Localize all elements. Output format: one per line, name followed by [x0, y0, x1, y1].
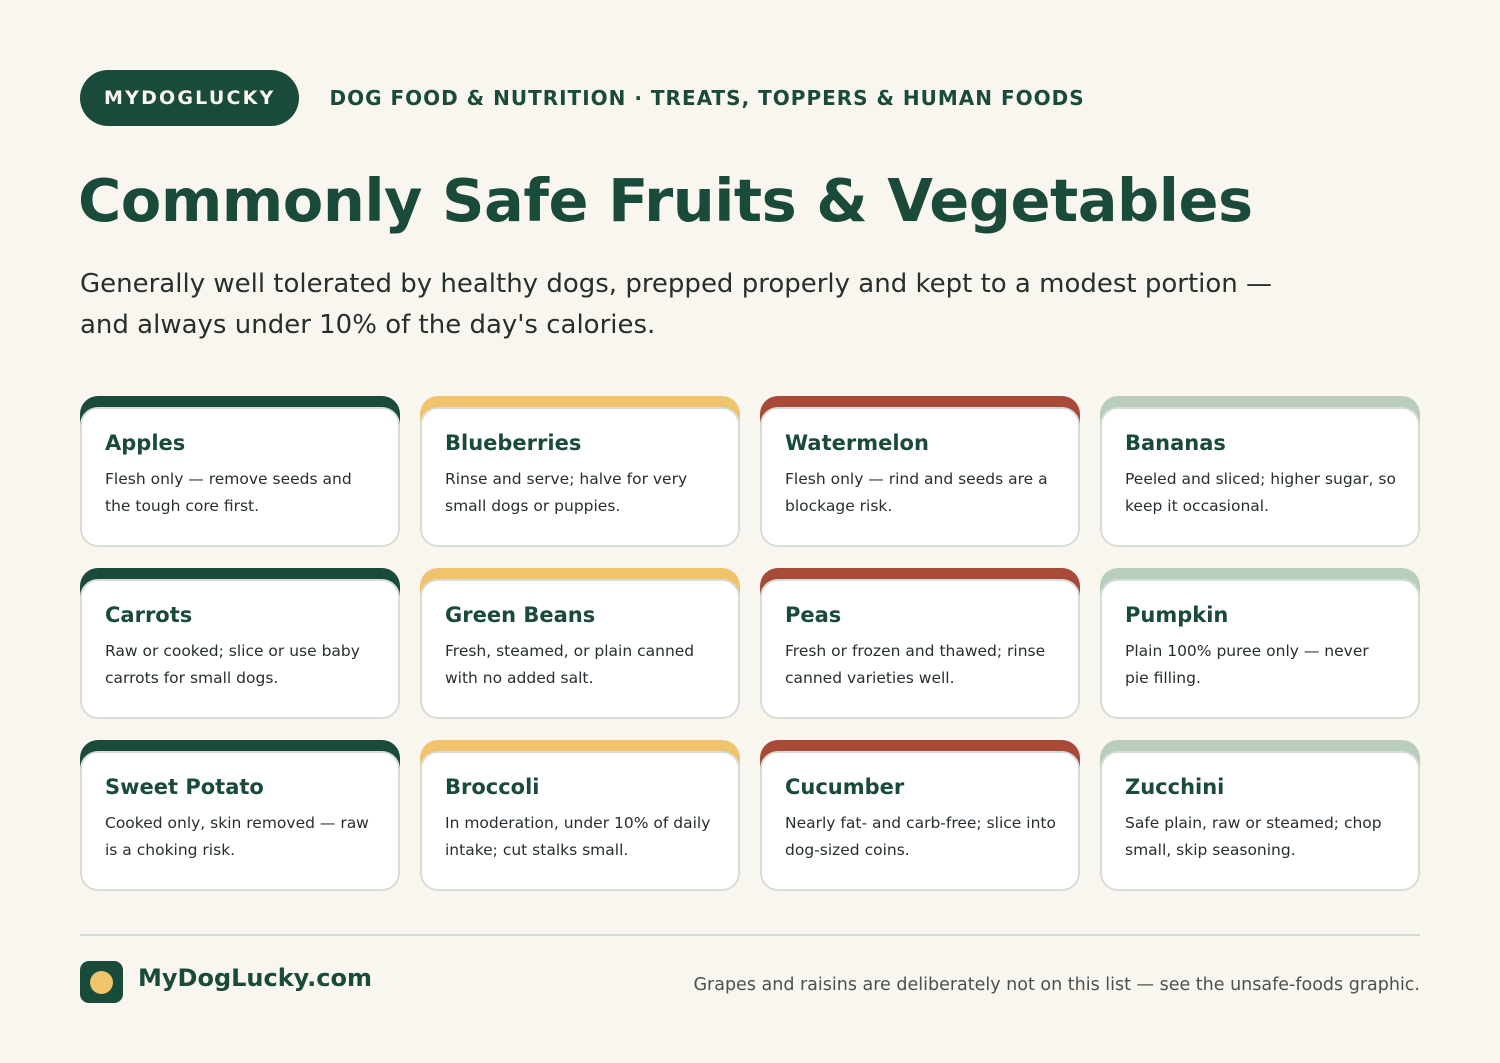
logo-icon[interactable]	[80, 961, 123, 1003]
brand-badge[interactable]: MYDOGLUCKY	[80, 70, 299, 126]
card-description: Raw or cooked; slice or use baby carrots for small dogs.	[105, 642, 360, 687]
breadcrumb[interactable]: DOG FOOD & NUTRITION · TREATS, TOPPERS & HUMAN FOODS	[329, 86, 1085, 110]
food-card	[420, 568, 740, 719]
food-card	[80, 396, 400, 547]
card-title: Peas	[785, 603, 842, 627]
card-title: Apples	[105, 431, 186, 455]
card-description: Flesh only — remove seeds and the tough core first.	[105, 470, 352, 515]
food-card	[760, 568, 1080, 719]
page-title: Commonly Safe Fruits & Vegetables	[78, 166, 1253, 235]
food-card	[760, 740, 1080, 891]
card-title: Bananas	[1125, 431, 1226, 455]
card-title: Watermelon	[785, 431, 929, 455]
food-card	[420, 396, 740, 547]
card-title: Broccoli	[445, 775, 540, 799]
food-card	[1100, 396, 1420, 547]
card-body	[1100, 751, 1420, 891]
card-body	[420, 407, 740, 547]
food-card	[760, 396, 1080, 547]
card-body	[80, 407, 400, 547]
food-card	[1100, 568, 1420, 719]
logo-dot	[90, 971, 113, 994]
card-description: Flesh only — rind and seeds are a blockage risk.	[785, 470, 1048, 515]
card-body	[420, 751, 740, 891]
card-description: Peeled and sliced; higher sugar, so keep it occasional.	[1125, 470, 1396, 515]
food-card	[80, 568, 400, 719]
card-title: Green Beans	[445, 603, 596, 627]
card-description: Plain 100% puree only — never pie filling.	[1125, 642, 1369, 687]
page-subtitle: Generally well tolerated by healthy dogs, prepped properly and kept to a modest portion — and always under 10% of the day's calories.	[80, 269, 1273, 340]
card-body	[420, 579, 740, 719]
card-description: Rinse and serve; halve for very small dogs or puppies.	[445, 470, 688, 515]
card-title: Sweet Potato	[105, 775, 264, 799]
card-description: Fresh, steamed, or plain canned with no added salt.	[445, 642, 695, 687]
card-title: Blueberries	[445, 431, 582, 455]
card-title: Cucumber	[785, 775, 905, 799]
card-description: Safe plain, raw or steamed; chop small, skip seasoning.	[1125, 814, 1382, 859]
card-body	[1100, 407, 1420, 547]
card-body	[80, 579, 400, 719]
header	[80, 70, 1085, 126]
card-body	[80, 751, 400, 891]
card-body	[760, 407, 1080, 547]
card-body	[760, 579, 1080, 719]
card-body	[1100, 579, 1420, 719]
food-card-grid	[80, 396, 1420, 891]
card-description: In moderation, under 10% of daily intake; cut stalks small.	[445, 814, 711, 859]
footer-note: Grapes and raisins are deliberately not on this list — see the unsafe-foods graphic.	[693, 975, 1420, 995]
card-title: Pumpkin	[1125, 603, 1229, 627]
footer-divider	[80, 934, 1420, 936]
card-title: Carrots	[105, 603, 193, 627]
card-description: Cooked only, skin removed — raw is a choking risk.	[105, 814, 369, 859]
footer-site-link[interactable]: MyDogLucky.com	[138, 964, 372, 992]
card-title: Zucchini	[1125, 775, 1225, 799]
food-card	[1100, 740, 1420, 891]
card-description: Nearly fat- and carb-free; slice into dog-sized coins.	[785, 814, 1056, 859]
card-body	[760, 751, 1080, 891]
card-description: Fresh or frozen and thawed; rinse canned varieties well.	[785, 642, 1046, 687]
food-card	[420, 740, 740, 891]
food-card	[80, 740, 400, 891]
